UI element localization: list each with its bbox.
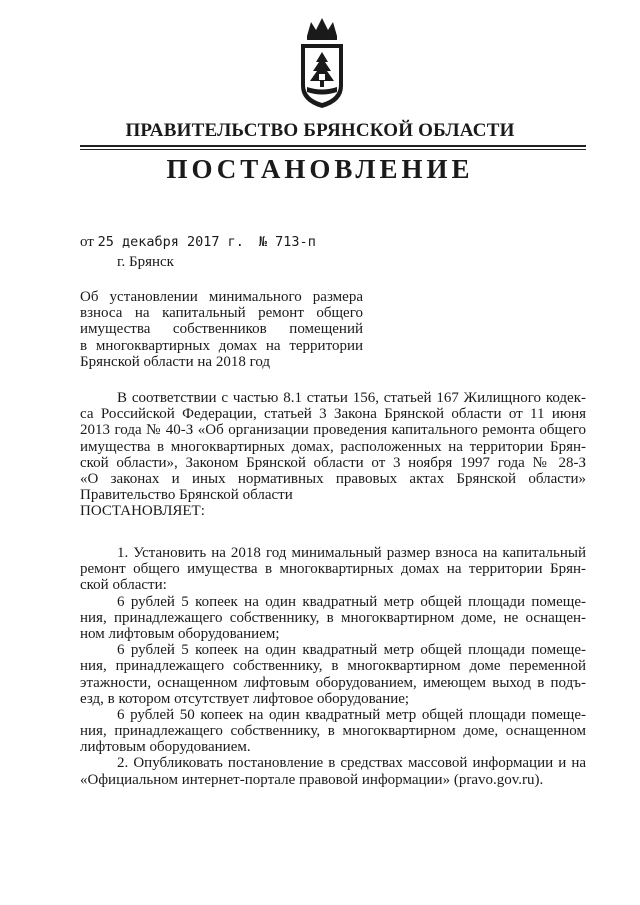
preamble-line: «О законах и иных нормативных правовых актах Брянской области»: [80, 470, 586, 487]
item-line: езд, в котором отсутствует лифтовое оборудование;: [80, 690, 410, 707]
document-number: № 713-п: [258, 234, 316, 250]
item-line: лифтовым оборудованием.: [80, 739, 251, 756]
preamble-line: В соответствии с частью 8.1 статьи 156, статьей 167 Жилищного кодек-: [117, 390, 586, 406]
preamble-line: Правительство Брянской области: [80, 487, 293, 504]
resolution-keyword: ПОСТАНОВЛЯЕТ:: [80, 503, 205, 520]
document-subject: [80, 289, 363, 370]
preamble-line: са Российской Федерации, статьей 3 Закона Брянской области от 11 июня: [80, 406, 586, 423]
resolution-items: [80, 545, 586, 788]
item-line: этажности, оснащенном лифтовым оборудованием, имеющем выход в подъ-: [80, 674, 586, 691]
item-line: ремонт общего имущества в многоквартирных домах на территории Брян-: [80, 561, 586, 578]
item-line: 6 рублей 50 копеек на один квадратный метр общей площади помеще-: [117, 706, 586, 723]
item-line: ном лифтовым оборудованием;: [80, 625, 280, 642]
coat-of-arms-icon: [297, 16, 347, 110]
subject-line: взноса на капитальный ремонт общего: [80, 305, 363, 322]
subject-line: имущества собственников помещений: [80, 321, 363, 338]
organization-name: ПРАВИТЕЛЬСТВО БРЯНСКОЙ ОБЛАСТИ: [125, 120, 515, 141]
item-line: ской области:: [80, 577, 167, 594]
header-rule-thin: [80, 149, 586, 150]
item-line: 6 рублей 5 копеек на один квадратный метр общей площади помеще-: [117, 593, 586, 610]
document-city: г. Брянск: [117, 254, 174, 270]
preamble-line: 2013 года № 40-З «Об организации проведения капитального ремонта общего: [80, 422, 586, 439]
subject-line: Брянской области на 2018 год: [80, 353, 271, 370]
item-line: ния, принадлежащего собственнику, в многоквартирном доме, оснащенном: [80, 723, 586, 740]
subject-line: Об установлении минимального размера: [80, 289, 363, 305]
item-line: «Официальном интернет-портале правовой информации» (pravo.gov.ru).: [80, 771, 544, 788]
item-line: ния, принадлежащего собственнику, в многоквартирном доме переменной: [80, 658, 586, 675]
item-line: 6 рублей 5 копеек на один квадратный метр общей площади помеще-: [117, 642, 586, 659]
subject-line: в многоквартирных домах на территории: [80, 337, 363, 354]
item-line: ния, принадлежащего собственнику, в многоквартирном доме, не оснащен-: [80, 609, 586, 626]
header-rule: [80, 145, 586, 147]
date-prefix: от: [80, 234, 94, 250]
date-line: [80, 234, 316, 251]
item-line: 2. Опубликовать постановление в средствах массовой информации и на: [117, 755, 586, 772]
preamble: [80, 390, 586, 520]
item-line: 1. Установить на 2018 год минимальный размер взноса на капитальный: [117, 545, 586, 561]
preamble-line: ской области», Законом Брянской области от 3 ноября 1997 года № 28-З: [80, 454, 586, 471]
document-type: ПОСТАНОВЛЕНИЕ: [166, 154, 474, 184]
preamble-line: имущества в многоквартирных домах, расположенных на территории Брян-: [80, 438, 586, 455]
document-date: 25 декабря 2017 г.: [97, 234, 244, 250]
